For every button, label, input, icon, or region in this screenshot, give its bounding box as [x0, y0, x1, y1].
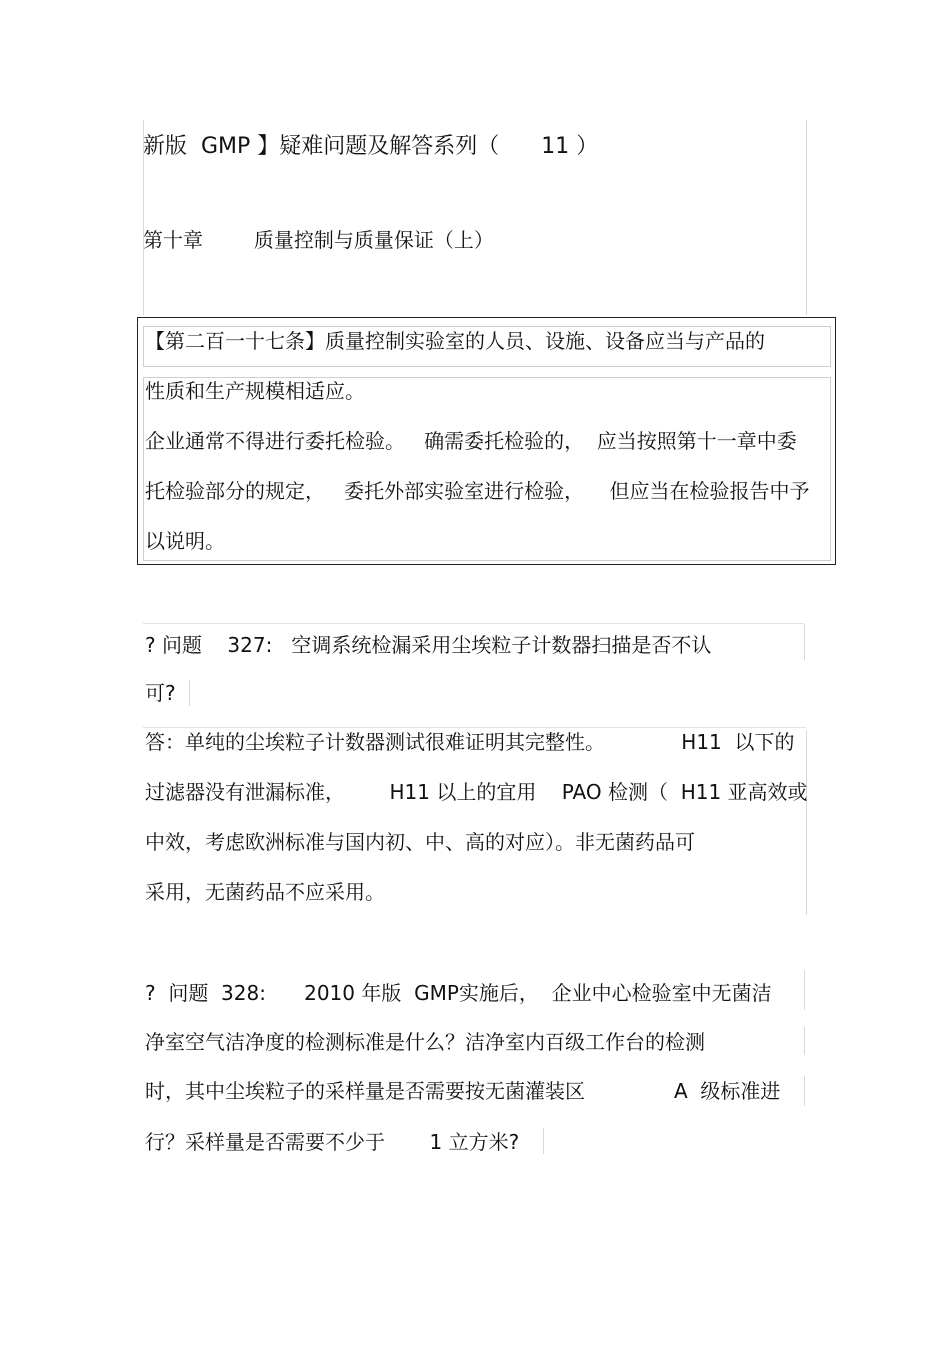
answer-327-line: 采用，无菌药品不应采用。 — [145, 880, 385, 904]
border-line — [804, 1027, 805, 1055]
border-line — [804, 970, 805, 1010]
question-328-line: 时，其中尘埃粒子的采样量是否需要按无菌灌装区 A 级标准进 — [145, 1079, 781, 1103]
border-line — [806, 730, 807, 915]
article-line: 【第二百一十七条】质量控制实验室的人员、设施、设备应当与产品的 — [145, 329, 765, 353]
border-line — [189, 680, 190, 706]
border-line — [804, 624, 805, 660]
chapter-heading: 第十章 质量控制与质量保证（上） — [143, 228, 494, 252]
answer-327-line: 中效，考虑欧洲标准与国内初、中、高的对应）。非无菌药品可 — [145, 830, 695, 854]
question-328-line: 行？采样量是否需要不少于 1 立方米? — [145, 1130, 520, 1154]
article-line: 性质和生产规模相适应。 — [145, 379, 365, 403]
question-328-line: 净室空气洁净度的检测标准是什么？洁净室内百级工作台的检测 — [145, 1030, 705, 1054]
border-line — [543, 1128, 544, 1154]
article-line: 以说明。 — [145, 529, 225, 553]
page-title: 新版 GMP 】疑难问题及解答系列（ 11 ） — [143, 134, 599, 159]
article-box-inner — [143, 377, 831, 561]
border-line — [806, 120, 807, 315]
border-line — [143, 623, 804, 624]
question-327-line: ? 问题 327: 空调系统检漏采用尘埃粒子计数器扫描是否不认 — [145, 633, 712, 657]
border-line — [804, 1076, 805, 1106]
article-line: 托检验部分的规定， 委托外部实验室进行检验， 但应当在检验报告中予 — [145, 479, 810, 503]
answer-327-line: 过滤器没有泄漏标准， H11 以上的宜用 PAO 检测（ H11 亚高效或 — [145, 780, 808, 804]
article-line: 企业通常不得进行委托检验。 确需委托检验的， 应当按照第十一章中委 — [145, 429, 797, 453]
question-327-line: 可? — [145, 681, 176, 705]
border-line — [143, 727, 806, 728]
answer-327-line: 答：单纯的尘埃粒子计数器测试很难证明其完整性。 H11 以下的 — [145, 730, 795, 754]
question-328-line: ? 问题 328: 2010 年版 GMP实施后， 企业中心检验室中无菌洁 — [145, 981, 772, 1005]
